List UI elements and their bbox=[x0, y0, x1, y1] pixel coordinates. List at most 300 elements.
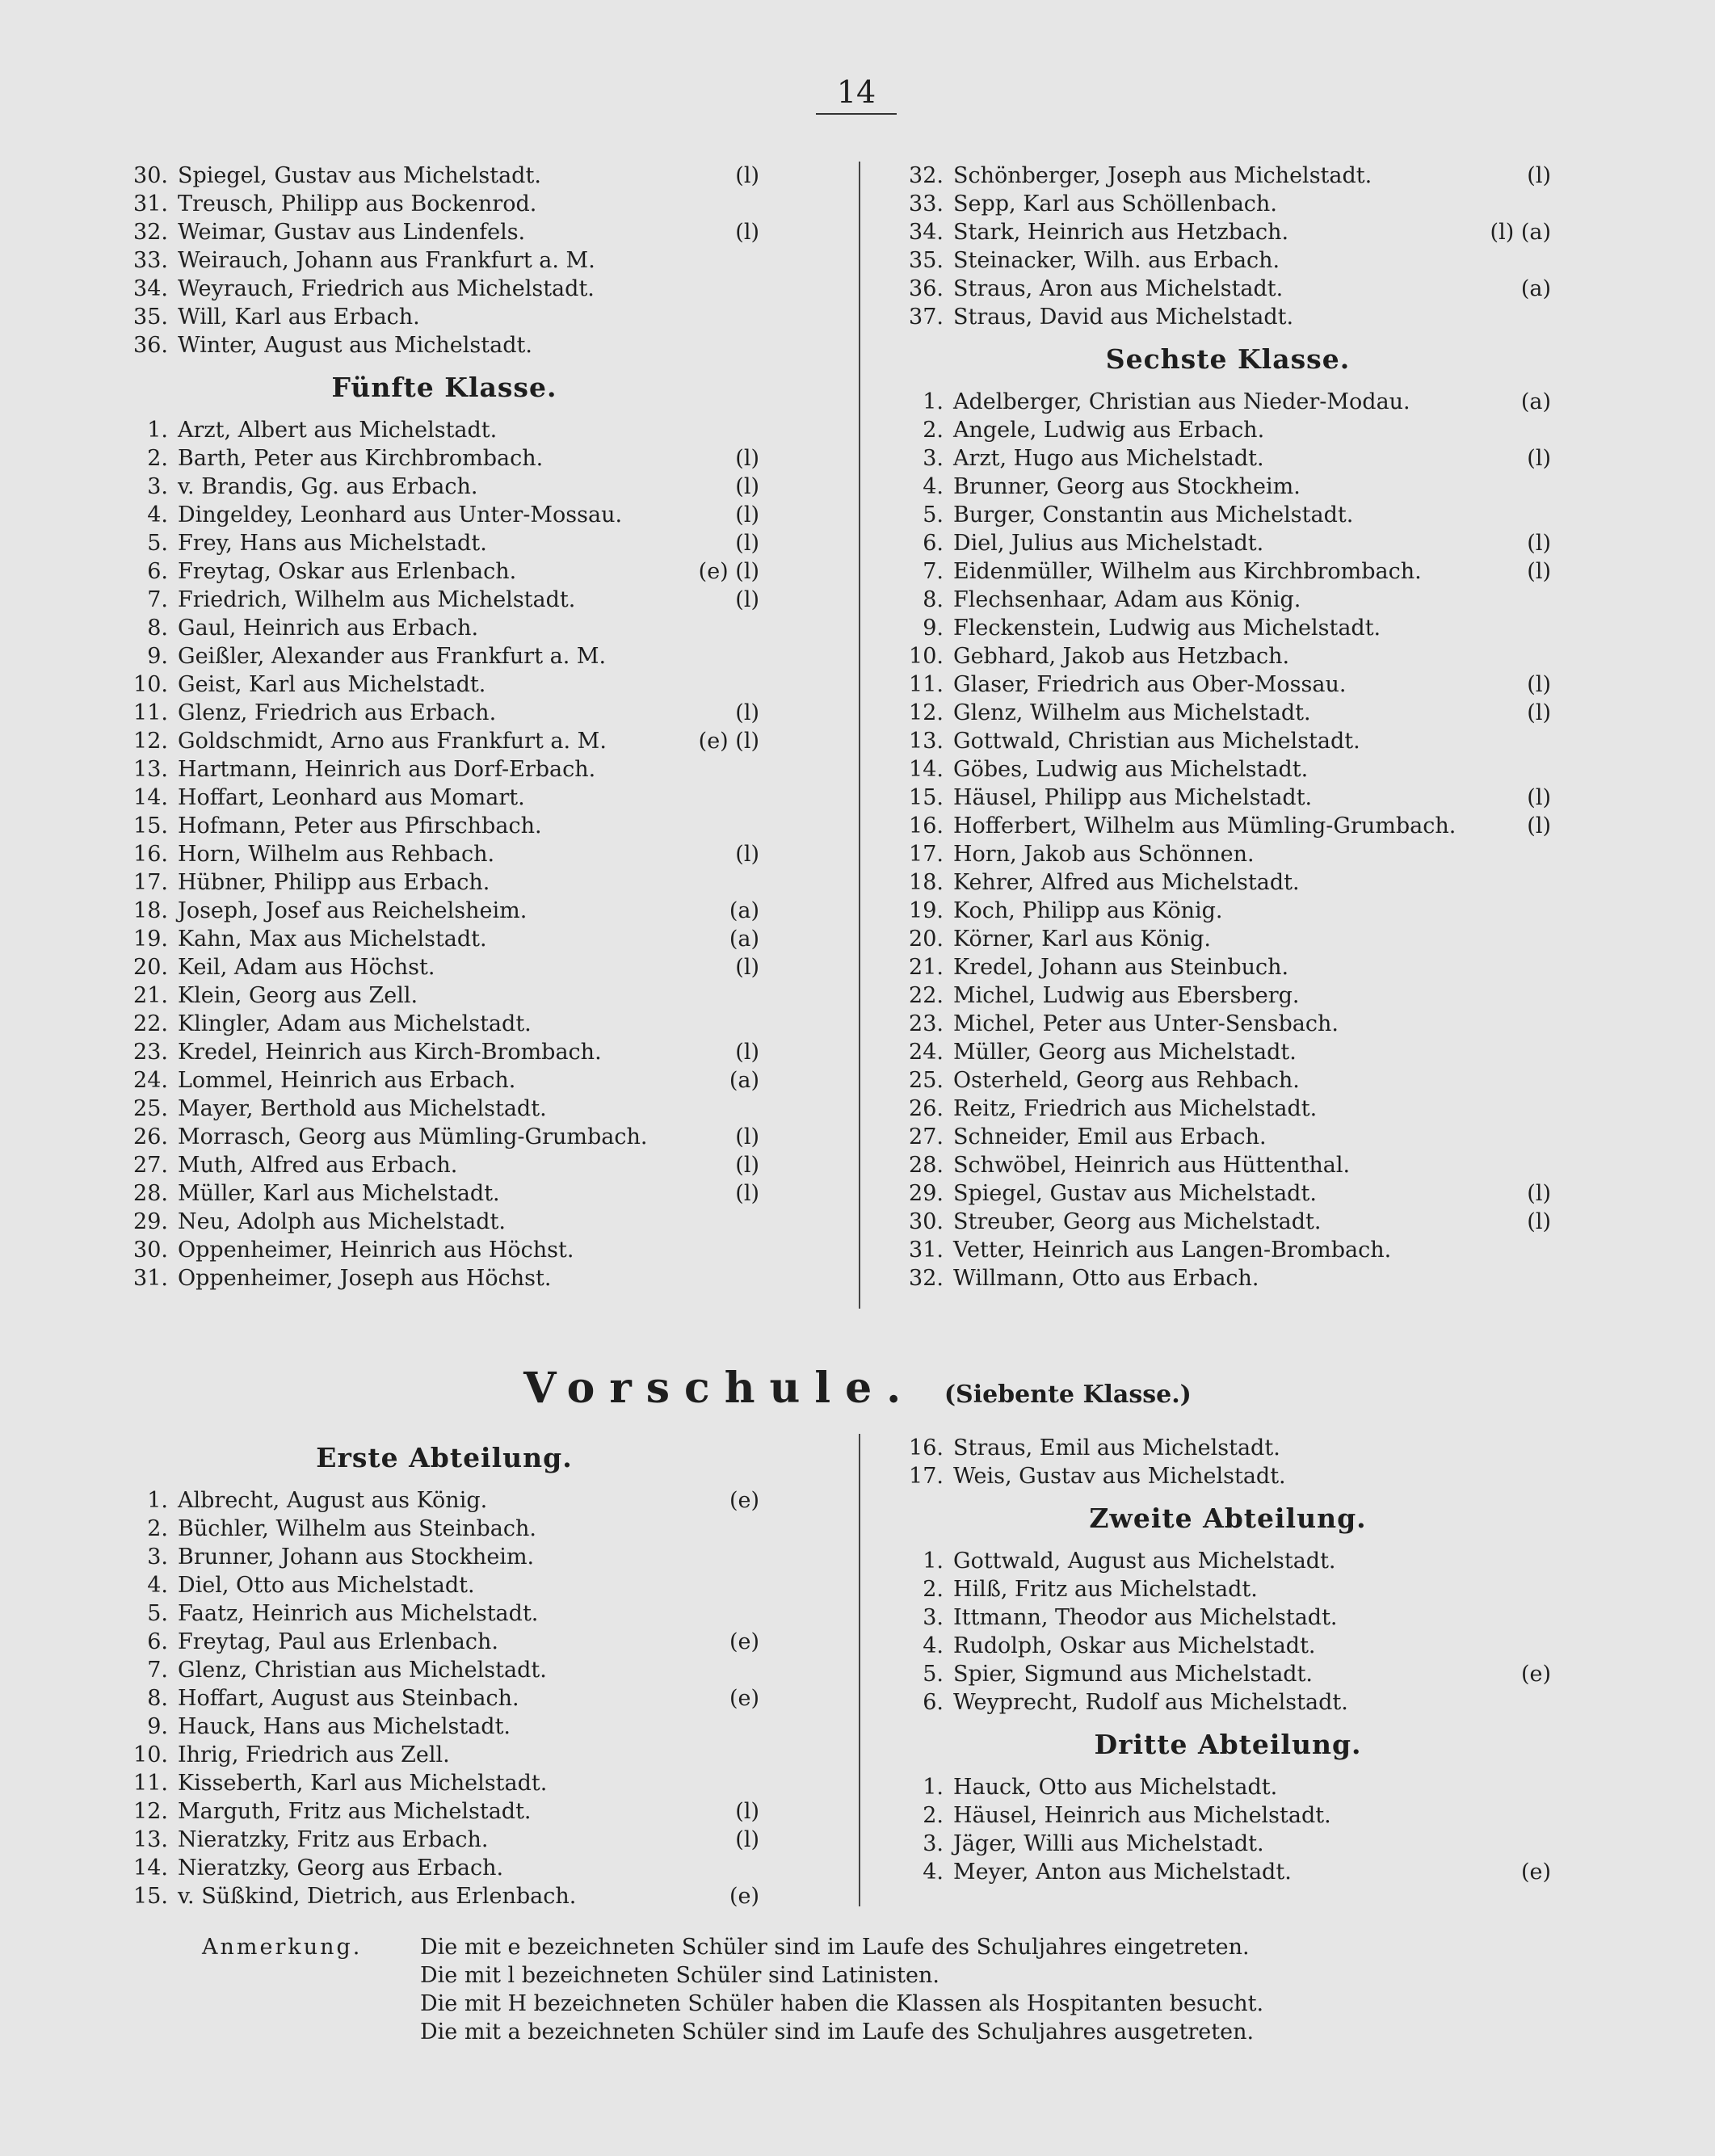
student-row bbox=[113, 444, 776, 473]
student-number: 30. bbox=[133, 1238, 168, 1263]
student-mark: (l) bbox=[735, 842, 759, 867]
student-number: 28. bbox=[909, 1153, 944, 1178]
student-number: 1. bbox=[147, 1488, 168, 1513]
student-number: 28. bbox=[133, 1181, 168, 1206]
fifth-class-list bbox=[113, 416, 776, 1292]
student-row bbox=[113, 1179, 776, 1208]
student-row bbox=[889, 1801, 1567, 1830]
student-row bbox=[113, 1208, 776, 1236]
student-entry: Hauck, Otto aus Michelstadt. bbox=[953, 1775, 1278, 1800]
student-number: 4. bbox=[923, 474, 944, 499]
student-entry: Weimar, Gustav aus Lindenfels. bbox=[178, 220, 526, 245]
student-entry: Neu, Adolph aus Michelstadt. bbox=[178, 1209, 506, 1234]
student-number: 29. bbox=[133, 1209, 168, 1234]
student-row bbox=[113, 897, 776, 925]
student-mark: (l) (a) bbox=[1490, 220, 1551, 245]
student-row bbox=[113, 1854, 776, 1882]
student-row bbox=[113, 642, 776, 670]
student-row bbox=[889, 246, 1567, 275]
student-number: 5. bbox=[923, 502, 944, 527]
student-entry: Oppenheimer, Joseph aus Höchst. bbox=[178, 1266, 552, 1291]
footnote-line: Die mit l bezeichneten Schüler sind Latinisten. bbox=[420, 1963, 939, 1988]
student-row bbox=[889, 162, 1567, 190]
student-number: 35. bbox=[133, 305, 168, 330]
student-row bbox=[889, 1038, 1567, 1066]
student-row bbox=[889, 1688, 1567, 1717]
student-mark: (l) bbox=[1527, 700, 1551, 725]
student-row bbox=[889, 388, 1567, 416]
student-row bbox=[889, 897, 1567, 925]
student-number: 6. bbox=[147, 559, 168, 584]
student-entry: Hoffart, August aus Steinbach. bbox=[178, 1686, 519, 1711]
student-row bbox=[113, 1264, 776, 1292]
student-entry: Gottwald, August aus Michelstadt. bbox=[953, 1549, 1336, 1574]
student-number: 2. bbox=[923, 1803, 944, 1828]
student-number: 36. bbox=[133, 333, 168, 358]
student-entry: Friedrich, Wilhelm aus Michelstadt. bbox=[178, 587, 576, 612]
student-row bbox=[113, 190, 776, 218]
student-number: 15. bbox=[909, 785, 944, 810]
student-number: 37. bbox=[909, 305, 944, 330]
student-row bbox=[889, 1547, 1567, 1575]
student-number: 16. bbox=[909, 1435, 944, 1460]
student-row bbox=[889, 1575, 1567, 1603]
student-entry: Goldschmidt, Arno aus Frankfurt a. M. bbox=[178, 729, 607, 754]
student-number: 27. bbox=[133, 1153, 168, 1178]
student-mark: (l) bbox=[1527, 672, 1551, 697]
student-row bbox=[889, 473, 1567, 501]
student-entry: Joseph, Josef aus Reichelsheim. bbox=[178, 898, 528, 923]
student-row bbox=[889, 812, 1567, 840]
student-number: 8. bbox=[147, 1686, 168, 1711]
student-entry: Ihrig, Friedrich aus Zell. bbox=[178, 1742, 450, 1767]
student-mark: (l) bbox=[735, 1799, 759, 1824]
student-row bbox=[889, 699, 1567, 727]
student-row bbox=[113, 303, 776, 331]
student-number: 13. bbox=[133, 757, 168, 782]
student-row bbox=[113, 473, 776, 501]
student-number: 4. bbox=[923, 1633, 944, 1658]
student-number: 23. bbox=[133, 1040, 168, 1065]
student-mark: (a) bbox=[1520, 276, 1551, 301]
bottom-left-column bbox=[113, 1430, 776, 1910]
student-entry: Morrasch, Georg aus Mümling-Grumbach. bbox=[178, 1124, 648, 1149]
continued-first-section-list bbox=[889, 1434, 1567, 1490]
student-number: 15. bbox=[133, 813, 168, 838]
student-row bbox=[113, 529, 776, 557]
student-number: 4. bbox=[923, 1860, 944, 1885]
page-number: 14 bbox=[816, 74, 897, 115]
student-number: 32. bbox=[909, 163, 944, 188]
student-row bbox=[889, 586, 1567, 614]
student-entry: Winter, August aus Michelstadt. bbox=[178, 333, 532, 358]
student-row bbox=[889, 614, 1567, 642]
student-row bbox=[113, 1486, 776, 1515]
student-mark: (l) bbox=[735, 1181, 759, 1206]
student-entry: Albrecht, August aus König. bbox=[178, 1488, 488, 1513]
student-row bbox=[889, 1066, 1567, 1095]
student-entry: Hauck, Hans aus Michelstadt. bbox=[178, 1714, 511, 1739]
student-number: 5. bbox=[147, 531, 168, 556]
student-number: 25. bbox=[133, 1096, 168, 1121]
student-entry: Kahn, Max aus Michelstadt. bbox=[178, 927, 487, 952]
student-entry: Brunner, Georg aus Stockheim. bbox=[953, 474, 1301, 499]
student-entry: Schneider, Emil aus Erbach. bbox=[953, 1124, 1267, 1149]
student-row bbox=[889, 925, 1567, 953]
student-row bbox=[113, 868, 776, 897]
student-number: 18. bbox=[909, 870, 944, 895]
student-row bbox=[113, 812, 776, 840]
student-mark: (e) (l) bbox=[698, 559, 759, 584]
student-entry: Diel, Julius aus Michelstadt. bbox=[953, 531, 1264, 556]
student-mark: (a) bbox=[729, 1068, 759, 1093]
student-entry: Dingeldey, Leonhard aus Unter-Mossau. bbox=[178, 502, 623, 527]
student-row bbox=[889, 1264, 1567, 1292]
student-number: 3. bbox=[923, 1831, 944, 1856]
student-row bbox=[889, 1236, 1567, 1264]
student-number: 17. bbox=[909, 1464, 944, 1489]
student-entry: Hofferbert, Wilhelm aus Mümling-Grumbach. bbox=[953, 813, 1456, 838]
continued-class-list bbox=[113, 162, 776, 359]
student-number: 21. bbox=[133, 983, 168, 1008]
student-row bbox=[889, 218, 1567, 246]
third-section-list bbox=[889, 1773, 1567, 1886]
student-number: 14. bbox=[133, 785, 168, 810]
vorschule-heading bbox=[0, 1364, 1715, 1413]
student-mark: (l) bbox=[735, 531, 759, 556]
student-number: 7. bbox=[147, 1658, 168, 1683]
student-entry: Michel, Peter aus Unter-Sensbach. bbox=[953, 1011, 1339, 1036]
student-row bbox=[889, 529, 1567, 557]
student-row bbox=[113, 1010, 776, 1038]
student-row bbox=[889, 501, 1567, 529]
student-row bbox=[889, 1660, 1567, 1688]
footnote-line: Die mit a bezeichneten Schüler sind im Laufe des Schuljahres ausgetreten. bbox=[420, 2019, 1255, 2045]
student-row bbox=[113, 1543, 776, 1571]
student-row bbox=[889, 953, 1567, 981]
student-row bbox=[113, 953, 776, 981]
student-row bbox=[889, 1830, 1567, 1858]
student-entry: Faatz, Heinrich aus Michelstadt. bbox=[178, 1601, 539, 1626]
student-row bbox=[113, 1151, 776, 1179]
student-number: 18. bbox=[133, 898, 168, 923]
student-row bbox=[889, 1208, 1567, 1236]
student-row bbox=[113, 1038, 776, 1066]
student-entry: Willmann, Otto aus Erbach. bbox=[953, 1266, 1259, 1291]
student-number: 4. bbox=[147, 502, 168, 527]
student-mark: (l) bbox=[735, 587, 759, 612]
student-row bbox=[889, 1603, 1567, 1632]
bottom-right-column bbox=[889, 1434, 1567, 1886]
student-entry: Spiegel, Gustav aus Michelstadt. bbox=[178, 163, 541, 188]
student-row bbox=[113, 1599, 776, 1628]
student-number: 10. bbox=[909, 644, 944, 669]
student-number: 9. bbox=[147, 1714, 168, 1739]
student-number: 15. bbox=[133, 1884, 168, 1909]
section-heading-third: Dritte Abteilung. bbox=[1094, 1729, 1362, 1760]
vorschule-title: Vorschule. bbox=[523, 1364, 916, 1413]
student-number: 12. bbox=[909, 700, 944, 725]
student-entry: Adelberger, Christian aus Nieder-Modau. bbox=[953, 389, 1410, 414]
student-row bbox=[113, 1684, 776, 1713]
student-entry: Treusch, Philipp aus Bockenrod. bbox=[178, 191, 537, 216]
student-row bbox=[113, 1123, 776, 1151]
student-row bbox=[889, 1434, 1567, 1462]
student-entry: Klingler, Adam aus Michelstadt. bbox=[178, 1011, 532, 1036]
student-number: 31. bbox=[133, 1266, 168, 1291]
student-row bbox=[889, 416, 1567, 444]
student-row bbox=[889, 303, 1567, 331]
student-entry: Vetter, Heinrich aus Langen-Brombach. bbox=[953, 1238, 1392, 1263]
student-entry: Hoffart, Leonhard aus Momart. bbox=[178, 785, 525, 810]
student-number: 35. bbox=[909, 248, 944, 273]
student-number: 3. bbox=[923, 446, 944, 471]
student-number: 34. bbox=[909, 220, 944, 245]
student-number: 32. bbox=[909, 1266, 944, 1291]
student-entry: Hübner, Philipp aus Erbach. bbox=[178, 870, 490, 895]
student-entry: Nieratzky, Georg aus Erbach. bbox=[178, 1856, 504, 1881]
student-entry: Hilß, Fritz aus Michelstadt. bbox=[953, 1577, 1258, 1602]
student-row bbox=[113, 925, 776, 953]
student-mark: (l) bbox=[1527, 785, 1551, 810]
student-row bbox=[113, 1797, 776, 1826]
student-row bbox=[113, 1236, 776, 1264]
student-number: 31. bbox=[909, 1238, 944, 1263]
student-row bbox=[113, 1095, 776, 1123]
student-row bbox=[889, 1773, 1567, 1801]
student-entry: v. Brandis, Gg. aus Erbach. bbox=[178, 474, 478, 499]
student-mark: (l) bbox=[735, 1124, 759, 1149]
student-number: 2. bbox=[147, 446, 168, 471]
student-mark: (l) bbox=[735, 1827, 759, 1852]
top-left-column bbox=[113, 162, 776, 1292]
student-mark: (l) bbox=[735, 955, 759, 980]
student-row bbox=[113, 670, 776, 699]
student-row bbox=[889, 981, 1567, 1010]
student-entry: Arzt, Albert aus Michelstadt. bbox=[178, 418, 498, 443]
student-entry: Stark, Heinrich aus Hetzbach. bbox=[953, 220, 1289, 245]
student-entry: Reitz, Friedrich aus Michelstadt. bbox=[953, 1096, 1318, 1121]
student-number: 3. bbox=[923, 1605, 944, 1630]
student-mark: (l) bbox=[735, 1040, 759, 1065]
student-entry: Osterheld, Georg aus Rehbach. bbox=[953, 1068, 1300, 1093]
student-row bbox=[113, 699, 776, 727]
student-number: 1. bbox=[923, 1775, 944, 1800]
student-mark: (l) bbox=[1527, 1209, 1551, 1234]
second-section-list bbox=[889, 1547, 1567, 1717]
student-number: 34. bbox=[133, 276, 168, 301]
student-number: 10. bbox=[133, 1742, 168, 1767]
student-entry: v. Süßkind, Dietrich, aus Erlenbach. bbox=[178, 1884, 577, 1909]
student-number: 24. bbox=[909, 1040, 944, 1065]
student-number: 2. bbox=[923, 1577, 944, 1602]
student-mark: (l) bbox=[1527, 163, 1551, 188]
student-row bbox=[113, 246, 776, 275]
student-number: 4. bbox=[147, 1573, 168, 1598]
student-entry: Mayer, Berthold aus Michelstadt. bbox=[178, 1096, 547, 1121]
student-entry: Brunner, Johann aus Stockheim. bbox=[178, 1545, 535, 1570]
student-entry: Geißler, Alexander aus Frankfurt a. M. bbox=[178, 644, 607, 669]
student-number: 26. bbox=[133, 1124, 168, 1149]
student-mark: (e) bbox=[1520, 1662, 1551, 1687]
student-number: 6. bbox=[147, 1629, 168, 1654]
student-entry: Ittmann, Theodor aus Michelstadt. bbox=[953, 1605, 1338, 1630]
student-row bbox=[889, 755, 1567, 784]
student-entry: Angele, Ludwig aus Erbach. bbox=[953, 418, 1265, 443]
student-row bbox=[113, 501, 776, 529]
section-heading-second: Zweite Abteilung. bbox=[1089, 1502, 1367, 1534]
student-number: 11. bbox=[909, 672, 944, 697]
student-row bbox=[889, 784, 1567, 812]
student-mark: (a) bbox=[1520, 389, 1551, 414]
student-row bbox=[889, 1095, 1567, 1123]
footnote-label: Anmerkung. bbox=[202, 1935, 363, 1960]
student-row bbox=[889, 1632, 1567, 1660]
student-row bbox=[113, 1769, 776, 1797]
student-entry: Gottwald, Christian aus Michelstadt. bbox=[953, 729, 1360, 754]
student-entry: Glenz, Wilhelm aus Michelstadt. bbox=[953, 700, 1311, 725]
student-row bbox=[113, 784, 776, 812]
student-entry: Straus, Emil aus Michelstadt. bbox=[953, 1435, 1280, 1460]
student-row bbox=[113, 162, 776, 190]
first-section-list bbox=[113, 1486, 776, 1910]
student-number: 19. bbox=[909, 898, 944, 923]
student-entry: Steinacker, Wilh. aus Erbach. bbox=[953, 248, 1280, 273]
student-row bbox=[889, 1010, 1567, 1038]
student-entry: Will, Karl aus Erbach. bbox=[178, 305, 420, 330]
student-mark: (l) bbox=[735, 502, 759, 527]
student-number: 11. bbox=[133, 700, 168, 725]
student-entry: Michel, Ludwig aus Ebersberg. bbox=[953, 983, 1300, 1008]
student-number: 9. bbox=[147, 644, 168, 669]
student-entry: Marguth, Fritz aus Michelstadt. bbox=[178, 1799, 532, 1824]
student-row bbox=[113, 727, 776, 755]
student-row bbox=[113, 614, 776, 642]
student-number: 13. bbox=[133, 1827, 168, 1852]
student-entry: Geist, Karl aus Michelstadt. bbox=[178, 672, 486, 697]
student-entry: Sepp, Karl aus Schöllenbach. bbox=[953, 191, 1277, 216]
student-row bbox=[113, 1066, 776, 1095]
student-number: 12. bbox=[133, 1799, 168, 1824]
student-entry: Nieratzky, Fritz aus Erbach. bbox=[178, 1827, 489, 1852]
student-number: 33. bbox=[909, 191, 944, 216]
student-entry: Gebhard, Jakob aus Hetzbach. bbox=[953, 644, 1290, 669]
continued-class-list-right bbox=[889, 162, 1567, 331]
student-mark: (e) (l) bbox=[698, 729, 759, 754]
student-entry: Glenz, Friedrich aus Erbach. bbox=[178, 700, 497, 725]
footnote-line: Die mit e bezeichneten Schüler sind im Laufe des Schuljahres eingetreten. bbox=[420, 1935, 1250, 1960]
sixth-class-list bbox=[889, 388, 1567, 1292]
student-entry: Koch, Philipp aus König. bbox=[953, 898, 1223, 923]
student-number: 36. bbox=[909, 276, 944, 301]
student-number: 16. bbox=[909, 813, 944, 838]
student-entry: Weirauch, Johann aus Frankfurt a. M. bbox=[178, 248, 595, 273]
student-row bbox=[113, 840, 776, 868]
student-number: 14. bbox=[909, 757, 944, 782]
student-row bbox=[113, 1571, 776, 1599]
student-entry: Oppenheimer, Heinrich aus Höchst. bbox=[178, 1238, 574, 1263]
student-number: 9. bbox=[923, 616, 944, 641]
student-entry: Burger, Constantin aus Michelstadt. bbox=[953, 502, 1354, 527]
student-entry: Hartmann, Heinrich aus Dorf-Erbach. bbox=[178, 757, 596, 782]
student-number: 5. bbox=[923, 1662, 944, 1687]
student-number: 22. bbox=[133, 1011, 168, 1036]
student-entry: Körner, Karl aus König. bbox=[953, 927, 1211, 952]
student-number: 32. bbox=[133, 220, 168, 245]
student-row bbox=[889, 1179, 1567, 1208]
student-number: 1. bbox=[147, 418, 168, 443]
student-row bbox=[113, 416, 776, 444]
student-number: 13. bbox=[909, 729, 944, 754]
student-entry: Streuber, Georg aus Michelstadt. bbox=[953, 1209, 1322, 1234]
student-row bbox=[889, 275, 1567, 303]
student-number: 22. bbox=[909, 983, 944, 1008]
student-mark: (l) bbox=[735, 474, 759, 499]
student-row bbox=[113, 586, 776, 614]
student-entry: Horn, Jakob aus Schönnen. bbox=[953, 842, 1255, 867]
column-divider-bottom bbox=[859, 1434, 860, 1906]
student-number: 24. bbox=[133, 1068, 168, 1093]
student-entry: Meyer, Anton aus Michelstadt. bbox=[953, 1860, 1292, 1885]
student-mark: (l) bbox=[1527, 1181, 1551, 1206]
student-entry: Häusel, Heinrich aus Michelstadt. bbox=[953, 1803, 1331, 1828]
student-row bbox=[889, 642, 1567, 670]
student-number: 31. bbox=[133, 191, 168, 216]
student-entry: Weyprecht, Rudolf aus Michelstadt. bbox=[953, 1690, 1348, 1715]
student-number: 5. bbox=[147, 1601, 168, 1626]
student-row bbox=[113, 1882, 776, 1910]
top-right-column bbox=[889, 162, 1567, 1292]
student-entry: Glenz, Christian aus Michelstadt. bbox=[178, 1658, 547, 1683]
student-entry: Straus, Aron aus Michelstadt. bbox=[953, 276, 1284, 301]
student-row bbox=[113, 557, 776, 586]
student-entry: Arzt, Hugo aus Michelstadt. bbox=[953, 446, 1264, 471]
student-row bbox=[113, 218, 776, 246]
student-entry: Eidenmüller, Wilhelm aus Kirchbrombach. bbox=[953, 559, 1422, 584]
student-mark: (a) bbox=[729, 927, 759, 952]
student-mark: (e) bbox=[729, 1629, 759, 1654]
student-number: 20. bbox=[133, 955, 168, 980]
student-entry: Spier, Sigmund aus Michelstadt. bbox=[953, 1662, 1314, 1687]
student-row bbox=[889, 190, 1567, 218]
student-number: 1. bbox=[923, 1549, 944, 1574]
student-number: 2. bbox=[147, 1516, 168, 1541]
student-entry: Weis, Gustav aus Michelstadt. bbox=[953, 1464, 1286, 1489]
student-number: 30. bbox=[909, 1209, 944, 1234]
student-mark: (l) bbox=[735, 163, 759, 188]
student-mark: (e) bbox=[729, 1488, 759, 1513]
student-number: 8. bbox=[923, 587, 944, 612]
student-entry: Gaul, Heinrich aus Erbach. bbox=[178, 616, 479, 641]
student-number: 6. bbox=[923, 1690, 944, 1715]
student-entry: Kredel, Johann aus Steinbuch. bbox=[953, 955, 1289, 980]
student-entry: Straus, David aus Michelstadt. bbox=[953, 305, 1294, 330]
student-number: 12. bbox=[133, 729, 168, 754]
student-number: 30. bbox=[133, 163, 168, 188]
student-number: 2. bbox=[923, 418, 944, 443]
student-entry: Kehrer, Alfred aus Michelstadt. bbox=[953, 870, 1300, 895]
student-mark: (l) bbox=[735, 446, 759, 471]
student-entry: Spiegel, Gustav aus Michelstadt. bbox=[953, 1181, 1317, 1206]
student-entry: Kredel, Heinrich aus Kirch-Brombach. bbox=[178, 1040, 602, 1065]
student-mark: (l) bbox=[735, 220, 759, 245]
footnote-lines bbox=[420, 1933, 1263, 2046]
student-number: 11. bbox=[133, 1771, 168, 1796]
student-row bbox=[889, 1858, 1567, 1886]
student-row bbox=[889, 670, 1567, 699]
student-number: 17. bbox=[133, 870, 168, 895]
student-number: 6. bbox=[923, 531, 944, 556]
